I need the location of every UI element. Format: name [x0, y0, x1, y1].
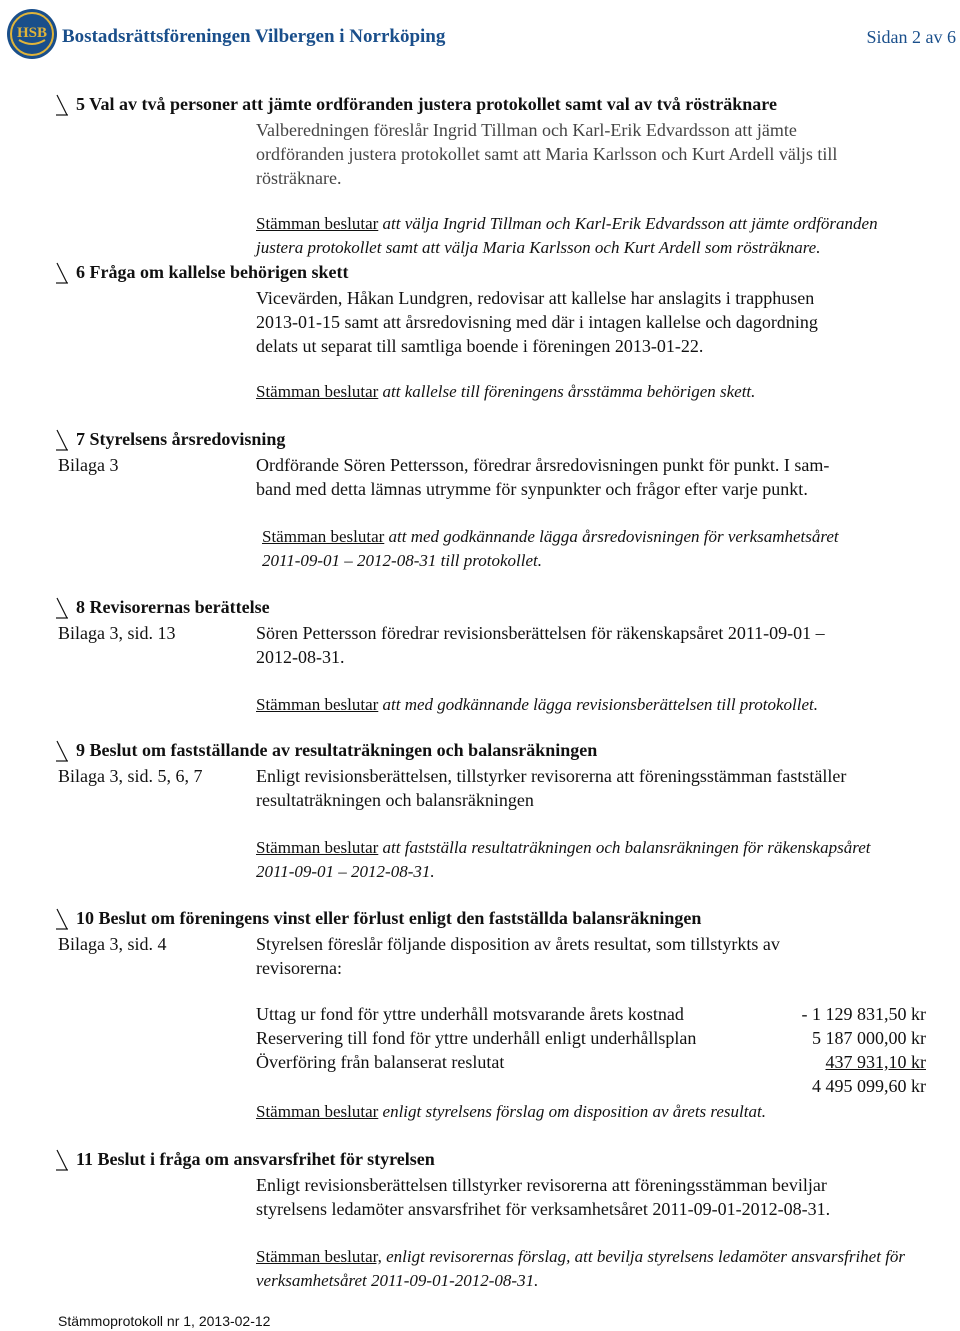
decision-text: Stämman beslutar att med godkännande lägga revisionsberättelsen till protokollet. [256, 695, 819, 714]
attachment-reference: Bilaga 3 [58, 455, 119, 475]
section-body: Vicevärden, Håkan Lundgren, redovisar att kallelse har anslagits i trapphusen 2013-01-15 samt att årsredovisning med där i intagen kallelse och dagordning delats ut separat till samtliga boende i föreningen 2013-01-22. [256, 288, 818, 356]
section-body: Ordförande Sören Pettersson, föredrar årsredovisningen punkt för punkt. I sam- band med detta lämnas utrymme för synpunkter och frågor efter varje punkt. [256, 455, 830, 499]
disposition-row: Reservering till fond för yttre underhåll enligt underhållsplan 5 187 000,00 kr [256, 1028, 926, 1048]
section-body: Enligt revisionsberättelsen tillstyrker revisorerna att föreningsstämman beviljar styrelsens ledamöter ansvarsfrihet för verksamhetsåret 2011-09-01-2012-08-31. [256, 1175, 831, 1219]
hsb-logo [6, 8, 58, 60]
page-number: Sidan 2 av 6 [866, 27, 956, 47]
section-heading: 5 Val av två personer att jämte ordföranden justera protokollet samt val av två rösträknare [58, 94, 777, 115]
pilcrow-icon [56, 597, 68, 619]
decision-text: Stämman beslutar, enligt revisorernas förslag, att bevilja styrelsens ledamöter ansvarsfrihet för verksamhetsåret 2011-09-01-2012-08-31. [256, 1247, 906, 1290]
section-heading: 8 Revisorernas berättelse [58, 597, 270, 618]
document-footer: Stämmoprotokoll nr 1, 2013-02-12 [58, 1313, 271, 1329]
pilcrow-icon [56, 262, 68, 284]
section-heading: 11 Beslut i fråga om ansvarsfrihet för styrelsen [58, 1149, 435, 1170]
section-heading: 6 Fråga om kallelse behörigen skett [58, 262, 348, 283]
pilcrow-icon [56, 429, 68, 451]
pilcrow-icon [56, 94, 68, 116]
disposition-row: Överföring från balanserat reslutat 437 931,10 kr [256, 1052, 926, 1072]
attachment-reference: Bilaga 3, sid. 5, 6, 7 [58, 766, 203, 786]
decision-text: Stämman beslutar att välja Ingrid Tillman och Karl-Erik Edvardsson att jämte ordföranden justera protokollet samt att välja Maria Karlsson och Kurt Ardell som rösträknare. [256, 214, 878, 257]
section-heading: 9 Beslut om fastställande av resultaträkningen och balansräkningen [58, 740, 597, 761]
svg-text:HSB: HSB [16, 25, 48, 41]
section-body: Styrelsen föreslår följande disposition av årets resultat, som tillstyrkts av revisorerna: [256, 934, 780, 978]
decision-text: Stämman beslutar att kallelse till föreningens årsstämma behörigen skett. [256, 382, 756, 401]
pilcrow-icon [56, 1149, 68, 1171]
section-heading: 7 Styrelsens årsredovisning [58, 429, 285, 450]
pilcrow-icon [56, 908, 68, 930]
section-body: Sören Pettersson föredrar revisionsberättelsen för räkenskapsåret 2011-09-01 – 2012-08-31. [256, 623, 825, 667]
section-heading: 10 Beslut om föreningens vinst eller förlust enligt den fastställda balansräkningen [58, 908, 701, 929]
document-header-title: Bostadsrättsföreningen Vilbergen i Norrköping [62, 26, 446, 47]
section-body: Valberedningen föreslår Ingrid Tillman och Karl-Erik Edvardsson att jämte ordföranden justera protokollet samt att Maria Karlsson och Kurt Ardell väljs till rösträknare. [256, 120, 838, 188]
disposition-total-row: 4 495 099,60 kr [812, 1076, 926, 1096]
attachment-reference: Bilaga 3, sid. 4 [58, 934, 167, 954]
decision-text: Stämman beslutar enligt styrelsens förslag om disposition av årets resultat. [256, 1102, 766, 1121]
pilcrow-icon [56, 740, 68, 762]
attachment-reference: Bilaga 3, sid. 13 [58, 623, 176, 643]
section-body: Enligt revisionsberättelsen, tillstyrker revisorerna att föreningsstämman fastställer resultaträkningen och balansräkningen [256, 766, 847, 810]
decision-text: Stämman beslutar att fastställa resultaträkningen och balansräkningen för räkenskapsåret 2011-09-01 – 2012-08-31. [256, 838, 871, 881]
disposition-row: Uttag ur fond för yttre underhåll motsvarande årets kostnad - 1 129 831,50 kr [256, 1004, 926, 1024]
decision-text: Stämman beslutar att med godkännande lägga årsredovisningen för verksamhetsåret 2011-09-01 – 2012-08-31 till protokollet. [262, 527, 839, 570]
